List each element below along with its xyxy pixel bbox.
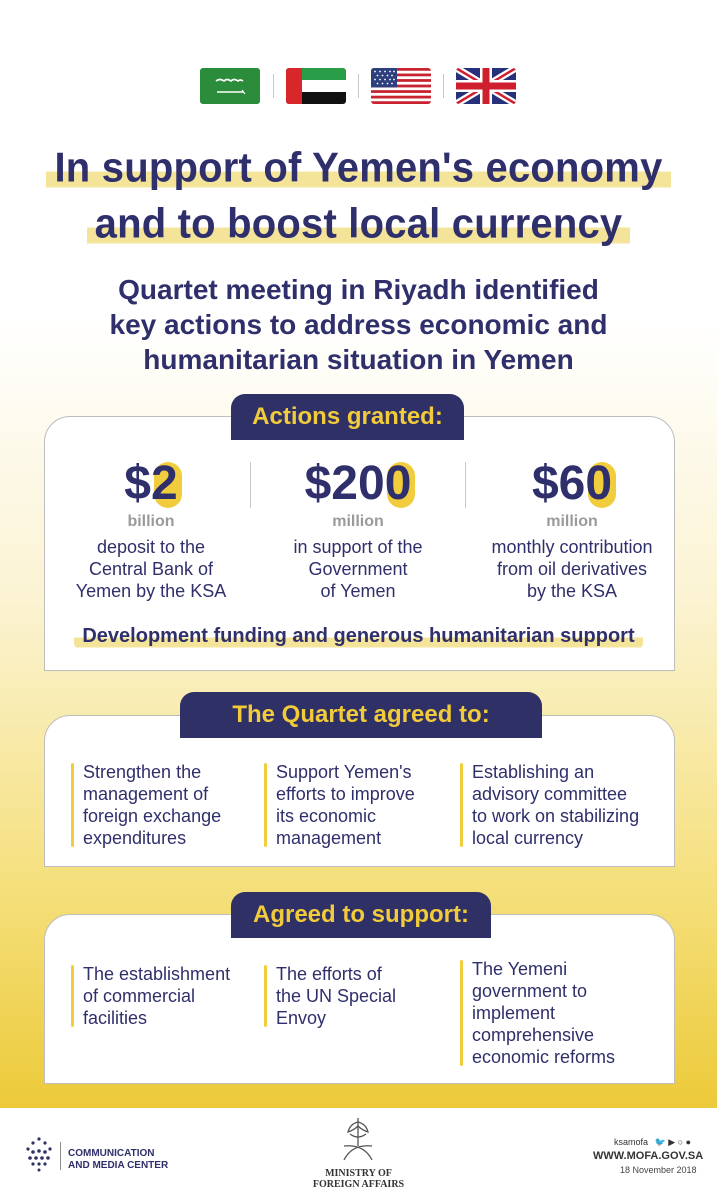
flag-divider	[358, 74, 359, 98]
item-accent-bar	[460, 763, 463, 847]
stat-value: $200	[305, 456, 412, 512]
actions-granted-tab: Actions granted:	[231, 394, 464, 440]
support-item: The Yemeni government to implement comprehensive economic reforms	[460, 958, 677, 1068]
flag-divider	[443, 74, 444, 98]
cmc-logo-icon	[22, 1135, 56, 1175]
quartet-item: Strengthen the management of foreign exchange expenditures	[71, 761, 263, 849]
item-accent-bar	[71, 965, 74, 1027]
stat-value: $60	[532, 456, 612, 512]
footer-divider	[60, 1142, 61, 1170]
stat-unit: billion	[127, 513, 175, 530]
social-row	[614, 1137, 691, 1148]
saudi-flag-icon	[200, 68, 260, 104]
uae-flag-icon	[286, 68, 346, 104]
item-accent-bar	[71, 763, 74, 847]
subheading-line: Quartet meeting in Riyadh identified	[118, 274, 599, 305]
quartet-item: Establishing an advisory committee to work on stabilizing local currency	[460, 761, 677, 849]
snapchat-icon: ●	[685, 1137, 692, 1147]
agreed-support-tab: Agreed to support:	[231, 892, 491, 938]
subheading-line: key actions to address economic and	[109, 309, 608, 340]
website-link[interactable]: WWW.MOFA.GOV.SA	[593, 1150, 704, 1162]
stat-government-support	[258, 456, 458, 602]
support-item: The establishment of commercial facilities	[71, 963, 263, 1029]
item-accent-bar	[264, 763, 267, 847]
cmc-label: COMMUNICATION AND MEDIA CENTER	[68, 1148, 169, 1171]
stat-divider	[465, 462, 466, 508]
quartet-item: Support Yemen's efforts to improve its economic management	[264, 761, 456, 849]
stat-divider	[250, 462, 251, 508]
youtube-icon: ▶	[668, 1137, 676, 1147]
development-funding-line: Development funding and generous humanitarian support	[0, 625, 717, 648]
stat-value: $2	[124, 456, 177, 512]
headline-line-2: and to boost local currency	[0, 201, 717, 248]
uk-flag-icon	[456, 68, 516, 104]
stat-oil-contribution	[472, 456, 672, 602]
instagram-icon: ○	[677, 1137, 684, 1147]
flag-divider	[273, 74, 274, 98]
subheading	[0, 272, 717, 377]
twitter-icon: 🐦	[654, 1137, 666, 1147]
stat-unit: million	[546, 513, 598, 530]
stat-unit: million	[332, 513, 384, 530]
item-accent-bar	[264, 965, 267, 1027]
social-handle: ksamofa	[614, 1137, 649, 1147]
subheading-line: humanitarian situation in Yemen	[143, 344, 574, 375]
publish-date: 18 November 2018	[620, 1165, 697, 1175]
item-accent-bar	[460, 960, 463, 1066]
mofa-label: MINISTRY OF FOREIGN AFFAIRS	[312, 1168, 405, 1190]
stat-description: in support of the Government of Yemen	[293, 537, 423, 601]
support-item: The efforts of the UN Special Envoy	[264, 963, 456, 1029]
quartet-agreed-tab: The Quartet agreed to:	[180, 692, 542, 738]
mofa-emblem-icon	[338, 1116, 378, 1164]
stat-deposit	[51, 456, 251, 602]
stat-description: deposit to the Central Bank of Yemen by the KSA	[75, 537, 227, 601]
stat-description: monthly contribution from oil derivatives by the KSA	[491, 537, 653, 601]
usa-flag-icon	[371, 68, 431, 104]
headline-line-1: In support of Yemen's economy	[0, 145, 717, 192]
